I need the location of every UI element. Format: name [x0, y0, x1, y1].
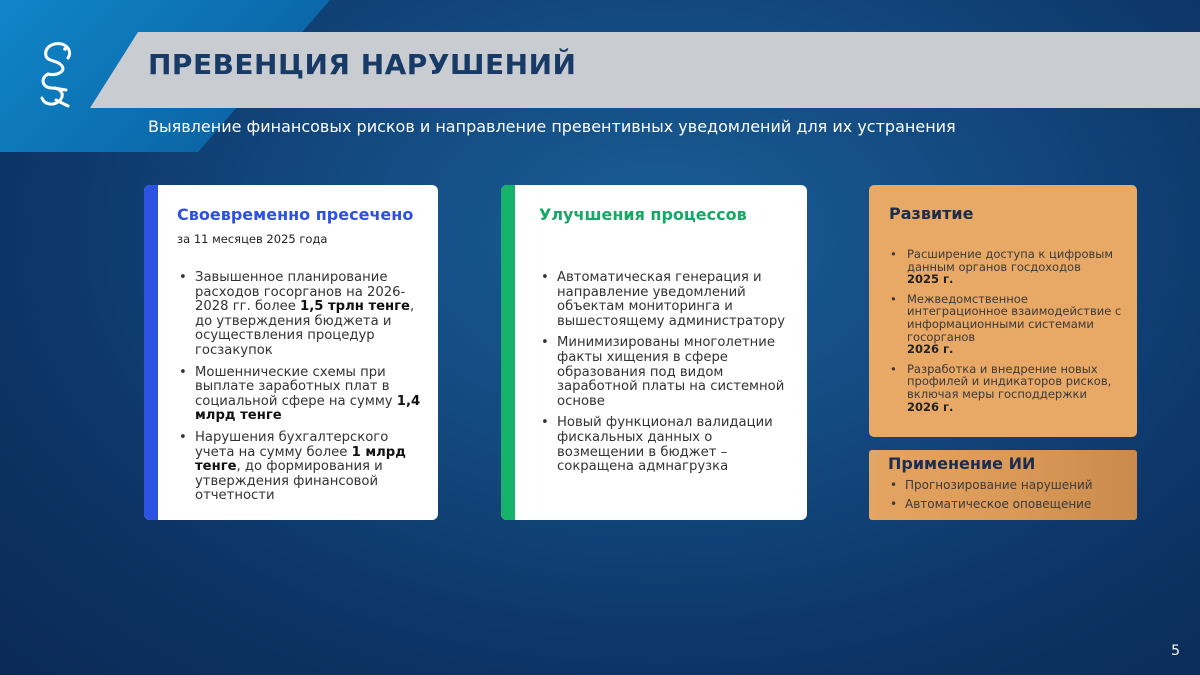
- list-item: • Завышенное планирование расходов госорганов на 2026-2028 гг. более 1,5 трлн тенге, до утверждения бюджета и осуществления процедур госзакупок: [177, 271, 431, 359]
- development-bullet-list: [889, 248, 1131, 420]
- ai-bullet-list: [889, 478, 1131, 516]
- card-period-note: за 11 месяцев 2025 года: [177, 232, 328, 246]
- slide-title: ПРЕВЕНЦИЯ НАРУШЕНИЙ: [148, 48, 577, 81]
- ai-application-card: [869, 450, 1137, 520]
- card-heading: Улучшения процессов: [539, 205, 747, 224]
- card-accent-strip: [501, 185, 515, 520]
- list-item: • Межведомственное интеграционное взаимодействие с информационными системами госорганов 2026 г.: [889, 293, 1131, 356]
- process-bullet-list: [539, 271, 801, 482]
- timely-bullet-list: [177, 271, 431, 511]
- timely-stopped-card: [144, 185, 438, 520]
- snow-leopard-logo-icon: [32, 38, 78, 112]
- list-item: • Минимизированы многолетние факты хищения в сфере образования под видом заработной платы на системной основе: [539, 336, 801, 409]
- page-number: 5: [1171, 643, 1180, 659]
- list-item: • Расширение доступа к цифровым данным органов госдоходов 2025 г.: [889, 248, 1131, 286]
- card-heading: Развитие: [889, 204, 974, 223]
- process-improvements-card: [501, 185, 807, 520]
- development-card: [869, 185, 1137, 437]
- list-item: • Разработка и внедрение новых профилей и индикаторов рисков, включая меры господдержки 2026 г.: [889, 363, 1131, 413]
- list-item: • Мошеннические схемы при выплате заработных плат в социальной сфере на сумму 1,4 млрд тенге: [177, 366, 431, 424]
- card-heading: Своевременно пресечено: [177, 205, 414, 224]
- list-item: • Автоматическое оповещение: [889, 497, 1131, 511]
- list-item: • Автоматическая генерация и направление уведомлений объектам мониторинга и вышестоящему администратору: [539, 271, 801, 329]
- slide-subtitle: Выявление финансовых рисков и направление превентивных уведомлений для их устранения: [148, 117, 956, 136]
- card-accent-strip: [144, 185, 158, 520]
- list-item: • Прогнозирование нарушений: [889, 478, 1131, 492]
- list-item: • Нарушения бухгалтерского учета на сумму более 1 млрд тенге, до формирования и утверждения финансовой отчетности: [177, 431, 431, 504]
- card-heading: Применение ИИ: [888, 454, 1036, 473]
- list-item: • Новый функционал валидации фискальных данных о возмещении в бюджет – сокращена адмнагрузка: [539, 416, 801, 474]
